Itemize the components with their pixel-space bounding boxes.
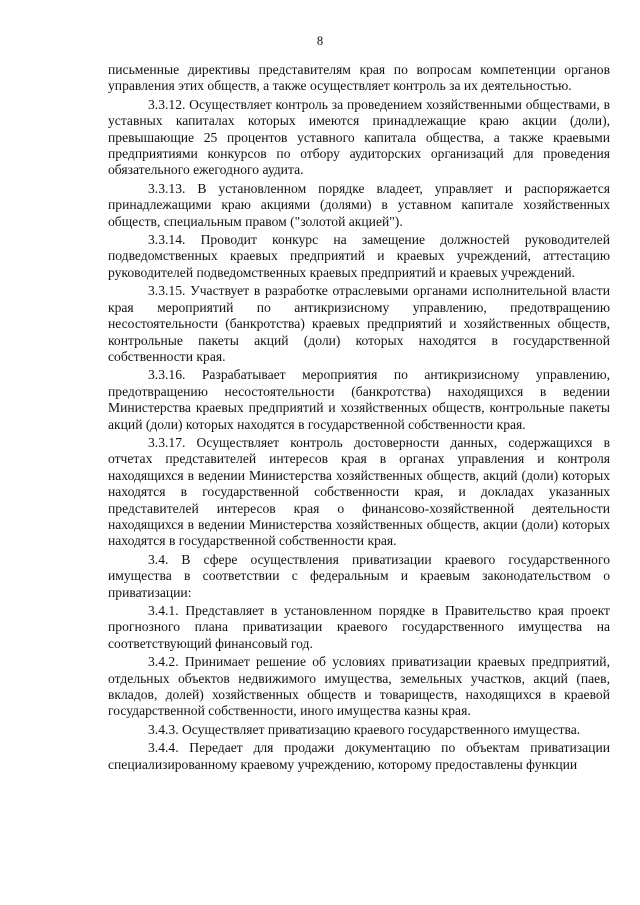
paragraph-continuation: письменные директивы представителям края по вопросам компетенции органов управления этих обществ, а также осуществляет контроль за их деятельностью.	[108, 62, 610, 94]
paragraph-3-4-2: 3.4.2. Принимает решение об условиях приватизации краевых предприятий, отдельных объектов недвижимого имущества, земельных участков, акций (паев, вкладов, долей) хозяйственных обществ и товариществ, находящихся в краевой государственной собственности, иного имущества казны края.	[108, 654, 610, 719]
paragraph-3-3-12: 3.3.12. Осуществляет контроль за проведением хозяйственными обществами, в уставных капиталах которых имеются принадлежащие краю акции (доли), превышающие 25 процентов уставного капитала общества, а также краевыми предприятиями конкурсов по отбору аудиторских организаций для проведения обязательного ежегодного аудита.	[108, 96, 610, 178]
paragraph-3-4: 3.4. В сфере осуществления приватизации краевого государственного имущества в соответствии с федеральным и краевым законодательством о приватизации:	[108, 551, 610, 600]
document-body	[108, 62, 610, 775]
paragraph-3-3-16: 3.3.16. Разрабатывает мероприятия по антикризисному управлению, предотвращению несостоятельности (банкротства) находящихся в ведении Министерства краевых предприятий и хозяйственных обществ, контрольные пакеты акций (доли) которых находятся в государственной собственности края.	[108, 367, 610, 432]
paragraph-3-4-3: 3.4.3. Осуществляет приватизацию краевого государственного имущества.	[148, 721, 581, 737]
paragraph-3-3-15: 3.3.15. Участвует в разработке отраслевыми органами исполнительной власти края мероприятий по антикризисному управлению, предотвращению несостоятельности (банкротства) краевых предприятий и хозяйственных обществ, контрольные пакеты акций (доли) которых находятся в государственной собственности края.	[108, 283, 610, 364]
page-number: 8	[316, 34, 324, 48]
paragraph-3-3-13: 3.3.13. В установленном порядке владеет, управляет и распоряжается принадлежащими краю акциями (долями) в уставном капитале хозяйственных обществ, специальным правом ("золотой акцией").	[108, 180, 610, 229]
paragraph-3-3-17: 3.3.17. Осуществляет контроль достоверности данных, содержащихся в отчетах представителей интересов края в органах управления и контроля находящихся в ведении Министерства хозяйственных обществ, акций (доли) которых находятся в государственной собственности края, и докладах указанных представителей интересов края о финансово-хозяйственной деятельности находящихся в ведении Министерства хозяйственных обществ, акции (доли) которых находятся в государственной собственности края.	[108, 434, 610, 549]
paragraph-3-4-4: 3.4.4. Передает для продажи документацию по объектам приватизации специализированному краевому учреждению, которому предоставлены функции	[108, 740, 610, 772]
paragraph-3-4-1: 3.4.1. Представляет в установленном порядке в Правительство края проект прогнозного плана приватизации краевого государственного имущества на соответствующий финансовый год.	[108, 603, 610, 651]
paragraph-3-3-14: 3.3.14. Проводит конкурс на замещение должностей руководителей подведомственных краевых предприятий и краевых учреждений, аттестацию руководителей подведомственных краевых предприятий и краевых учреждений.	[108, 232, 610, 280]
